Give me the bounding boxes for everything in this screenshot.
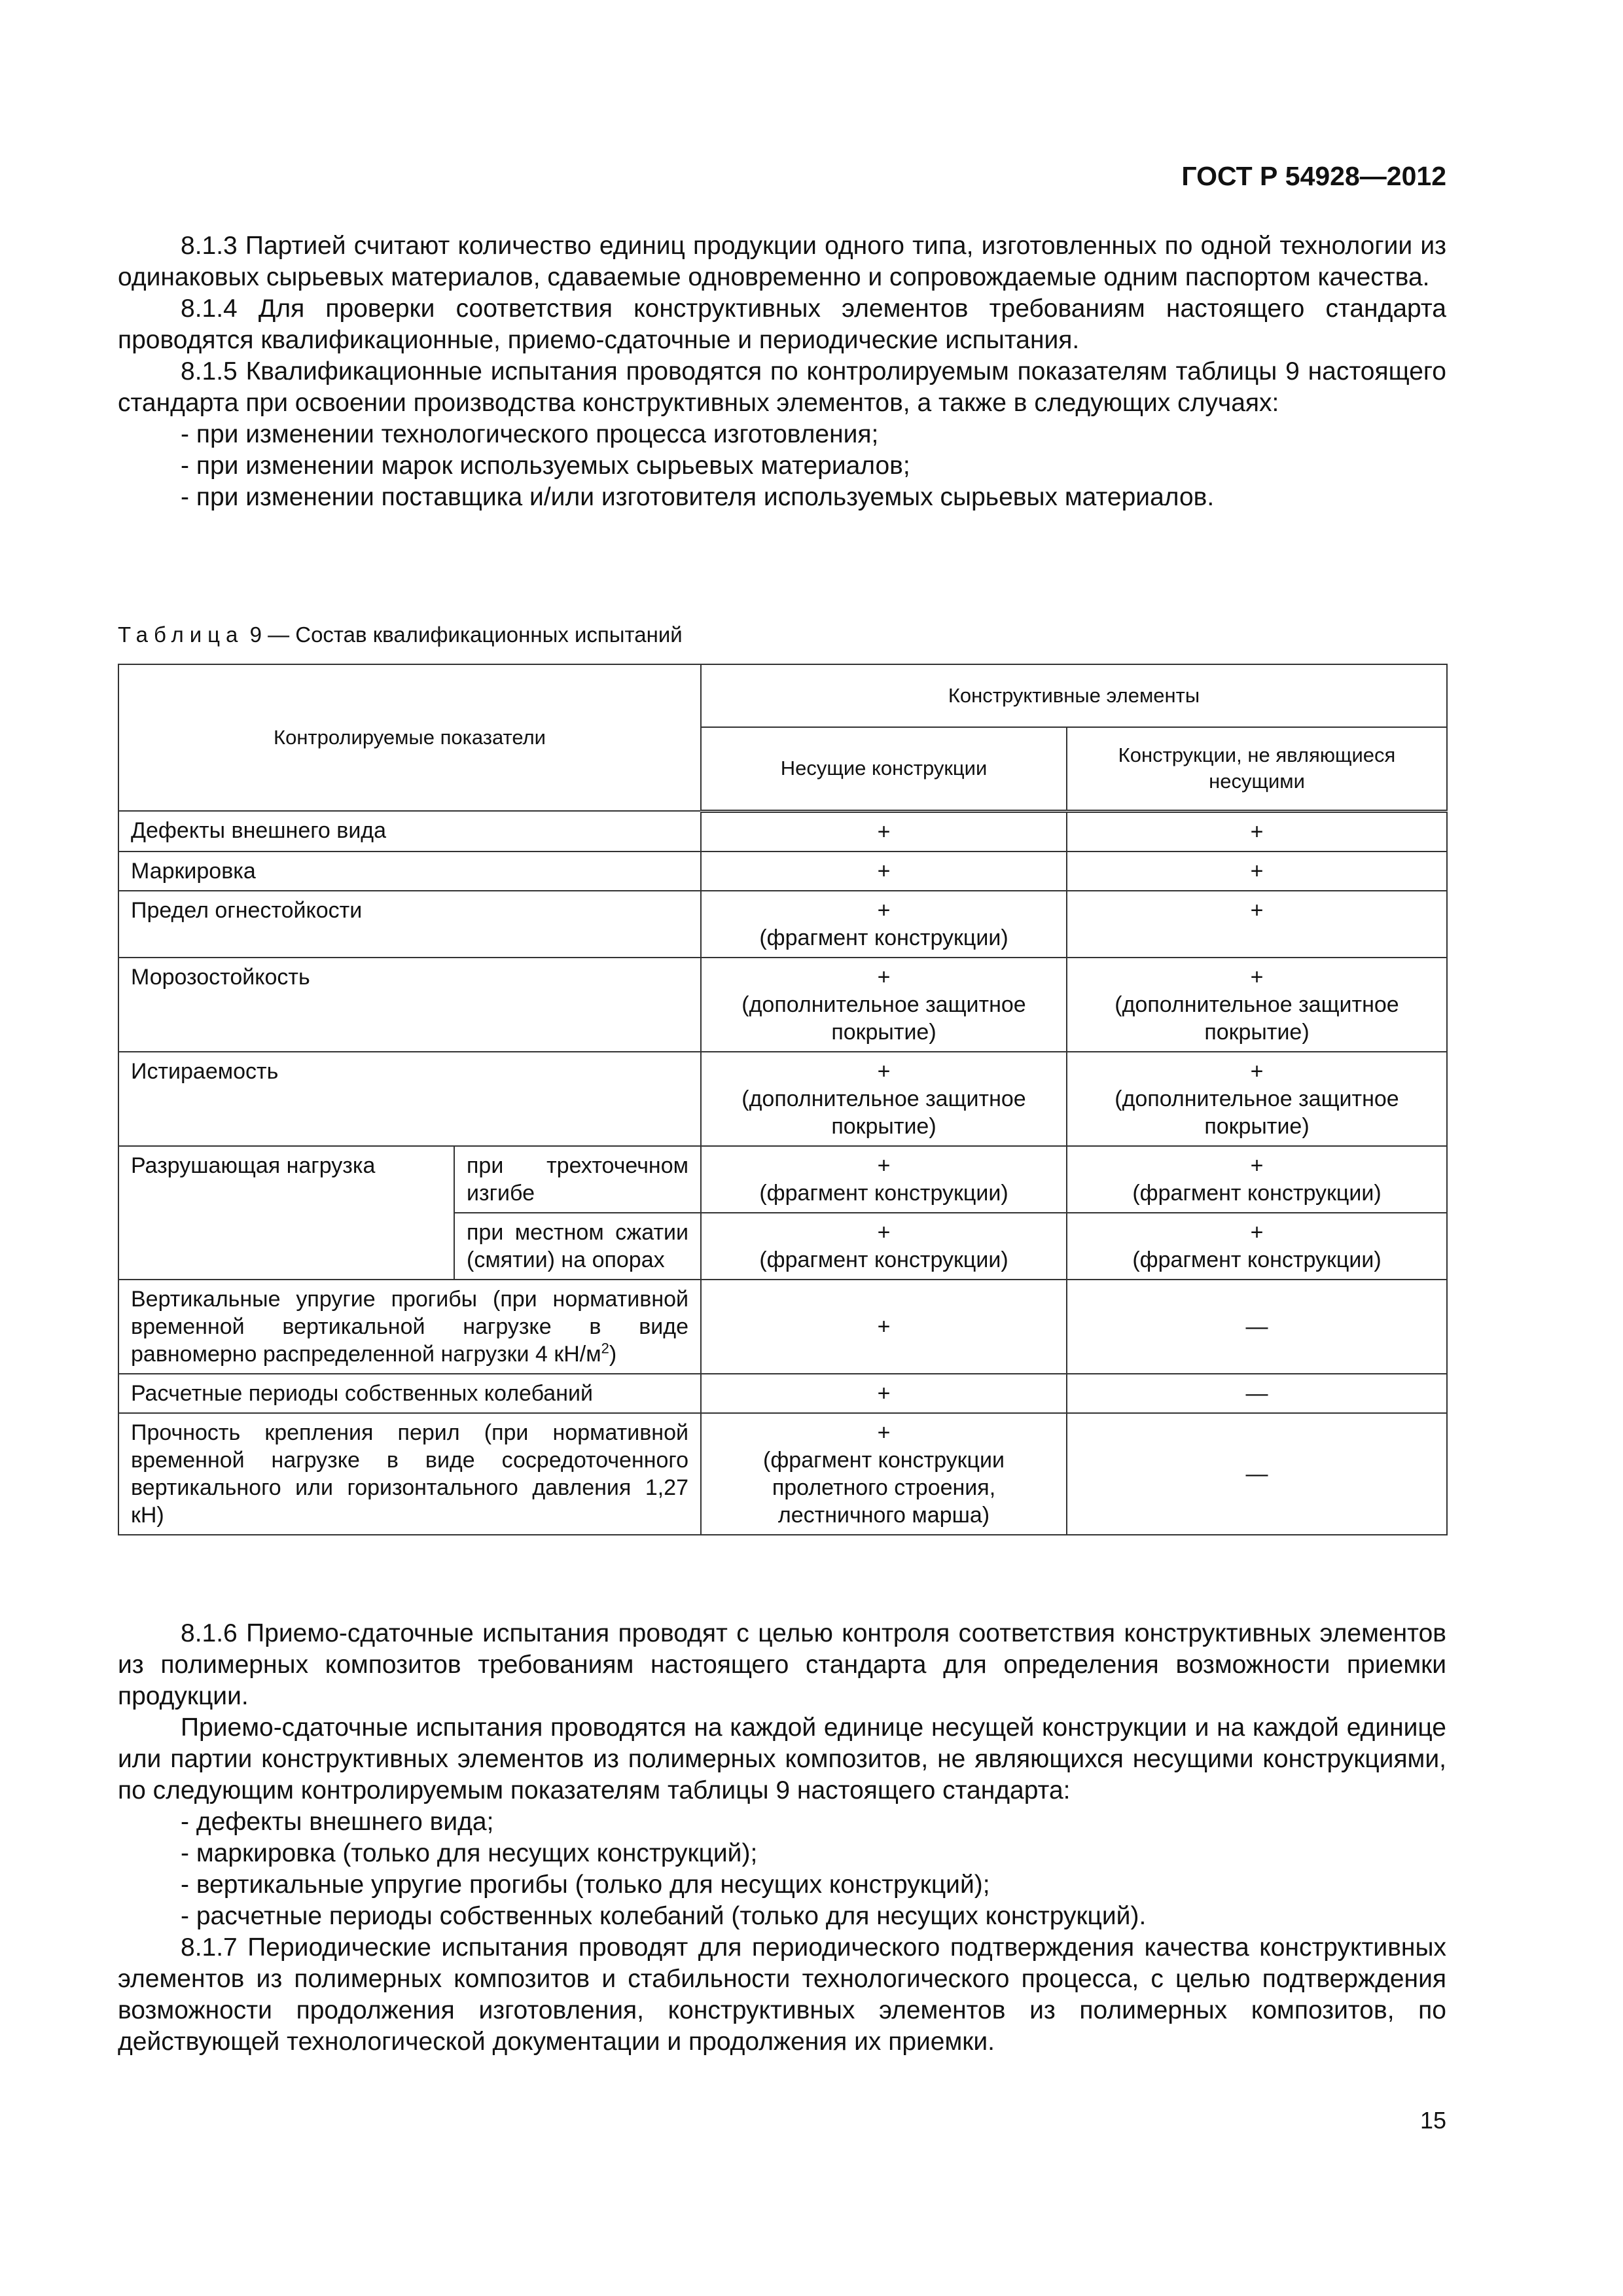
table-row (118, 1413, 1447, 1535)
cell-non-bearing (1067, 1213, 1447, 1280)
cell-non-bearing (1067, 1146, 1447, 1213)
cell-mark: + (1250, 964, 1264, 990)
cell-bearing (701, 958, 1067, 1052)
qualification-tests-table (118, 664, 1448, 1535)
section-8-1-3-to-8-1-5 (118, 230, 1446, 513)
row-name: Разрушающая нагрузка (118, 1146, 454, 1280)
list-item: - расчетные периоды собственных колебаний (только для несущих конструкций). (181, 1902, 1147, 1930)
cell-mark: + (877, 1153, 891, 1178)
cell-mark: + (877, 964, 891, 990)
paragraph-8-1-5: 8.1.5 Квалификационные испытания проводятся по контролируемым показателям таблицы 9 настоящего стандарта при освоении производства конструктивных элементов, а также в следующих случаях: (118, 357, 1446, 417)
table-caption (118, 620, 683, 649)
cell-non-bearing (1067, 1052, 1447, 1146)
cell-note: (дополнительное защитное покрытие) (1115, 1086, 1399, 1139)
row-name: Расчетные периоды собственных колебаний (118, 1374, 701, 1413)
table-caption-text: 9 — Состав квалификационных испытаний (249, 622, 683, 647)
row-name: Предел огнестойкости (118, 891, 701, 958)
header-non-bearing: Конструкции, не являющиеся несущими (1067, 727, 1447, 811)
cell-non-bearing: — (1067, 1280, 1447, 1374)
row-name: Морозостойкость (118, 958, 701, 1052)
cell-mark: + (1250, 1153, 1264, 1178)
paragraph-8-1-6: 8.1.6 Приемо-сдаточные испытания проводят с целью контроля соответствия конструктивных элементов из полимерных композитов требованиям настоящего стандарта для определения возможности приемки продукции. (118, 1619, 1446, 1710)
cell-non-bearing: + (1067, 891, 1447, 958)
cell-mark: + (877, 1219, 891, 1245)
list-item: - маркировка (только для несущих конструкций); (181, 1839, 758, 1867)
row-name-end: ) (609, 1341, 617, 1367)
table-row (118, 1146, 1447, 1213)
list-item: - при изменении поставщика и/или изготовителя используемых сырьевых материалов. (181, 483, 1215, 511)
table-row (118, 891, 1447, 958)
cell-non-bearing: — (1067, 1374, 1447, 1413)
row-name: Дефекты внешнего вида (118, 811, 701, 852)
cell-note: (фрагмент конструкции) (759, 1247, 1008, 1272)
cell-mark: + (877, 897, 891, 923)
row-name: Истираемость (118, 1052, 701, 1146)
list-item: - при изменении марок используемых сырьевых материалов; (181, 452, 910, 480)
paragraph-acceptance-tests: Приемо-сдаточные испытания проводятся на каждой единице несущей конструкции и на каждой единице или партии конструктивных элементов из полимерных композитов, не являющихся несущими конструкциями, по следующим контролируемым показателям таблицы 9 настоящего стандарта: (118, 1713, 1446, 1804)
cell-mark: + (877, 1058, 891, 1084)
cell-non-bearing: — (1067, 1413, 1447, 1535)
paragraph-8-1-4: 8.1.4 Для проверки соответствия конструктивных элементов требованиям настоящего стандарта проводятся квалификационные, приемо-сдаточные и периодические испытания. (118, 295, 1446, 354)
cell-mark: + (1250, 1058, 1264, 1084)
cell-bearing: + (701, 1280, 1067, 1374)
cell-note: (фрагмент конструкции) (759, 1180, 1008, 1206)
row-name (118, 1280, 701, 1374)
header-bearing: Несущие конструкции (701, 727, 1067, 811)
document-code: ГОСТ Р 54928—2012 (1181, 161, 1446, 191)
section-8-1-6-to-8-1-7 (118, 1618, 1446, 2058)
table-row (118, 852, 1447, 891)
cell-bearing: + (701, 852, 1067, 891)
list-item: - дефекты внешнего вида; (181, 1808, 494, 1836)
table-caption-label: Таблица (118, 622, 244, 647)
header-elements: Конструктивные элементы (701, 664, 1447, 727)
cell-note: (фрагмент конструкции пролетного строения, лестничного марша) (763, 1447, 1005, 1528)
cell-non-bearing (1067, 958, 1447, 1052)
cell-bearing (701, 1213, 1067, 1280)
table-row (118, 1374, 1447, 1413)
cell-bearing: + (701, 811, 1067, 852)
paragraph-8-1-3: 8.1.3 Партией считают количество единиц продукции одного типа, изготовленных по одной технологии из одинаковых сырьевых материалов, сдаваемые одновременно и сопровождаемые одним паспортом качества. (118, 232, 1446, 291)
list-item: - при изменении технологического процесса изготовления; (181, 420, 879, 448)
row-name: Маркировка (118, 852, 701, 891)
cell-note: (фрагмент конструкции) (1132, 1180, 1382, 1206)
cell-note: (дополнительное защитное покрытие) (741, 1086, 1026, 1139)
row-name: Прочность крепления перил (при нормативной временной нагрузке в виде сосредоточенного вертикального или горизонтального давления 1,27 кН) (118, 1413, 701, 1535)
cell-note: (дополнительное защитное покрытие) (1115, 992, 1399, 1045)
table-row (118, 958, 1447, 1052)
cell-mark: + (1250, 1219, 1264, 1245)
cell-bearing (701, 891, 1067, 958)
cell-note: (дополнительное защитное покрытие) (741, 992, 1026, 1045)
cell-bearing: + (701, 1374, 1067, 1413)
cell-note: (фрагмент конструкции) (759, 925, 1008, 950)
cell-non-bearing: + (1067, 811, 1447, 852)
cell-mark: + (877, 1420, 891, 1445)
paragraph-8-1-7: 8.1.7 Периодические испытания проводят для периодического подтверждения качества конструктивных элементов из полимерных композитов и стабильности технологического процесса, с целью подтверждения возможности продолжения изготовления, конструктивных элементов из полимерных композитов, по действующей технологической документации и продолжения их приемки. (118, 1933, 1446, 2056)
table-row (118, 811, 1447, 852)
list-item: - вертикальные упругие прогибы (только для несущих конструкций); (181, 1871, 990, 1899)
cell-bearing (701, 1146, 1067, 1213)
cell-bearing (701, 1413, 1067, 1535)
cell-non-bearing: + (1067, 852, 1447, 891)
row-name-superscript: 2 (601, 1340, 609, 1357)
table-row (118, 1052, 1447, 1146)
header-indicators: Контролируемые показатели (118, 664, 701, 811)
cell-bearing (701, 1052, 1067, 1146)
row-subname: при местном сжатии (смятии) на опорах (454, 1213, 701, 1280)
table-row (118, 1280, 1447, 1374)
row-subname: при трехточечном изгибе (454, 1146, 701, 1213)
row-name-text: Вертикальные упругие прогибы (при нормативной временной вертикальной нагрузке в виде равномерно распределенной нагрузки 4 кН/м (131, 1286, 688, 1367)
cell-note: (фрагмент конструкции) (1132, 1247, 1382, 1272)
page-number: 15 (1419, 2107, 1446, 2134)
